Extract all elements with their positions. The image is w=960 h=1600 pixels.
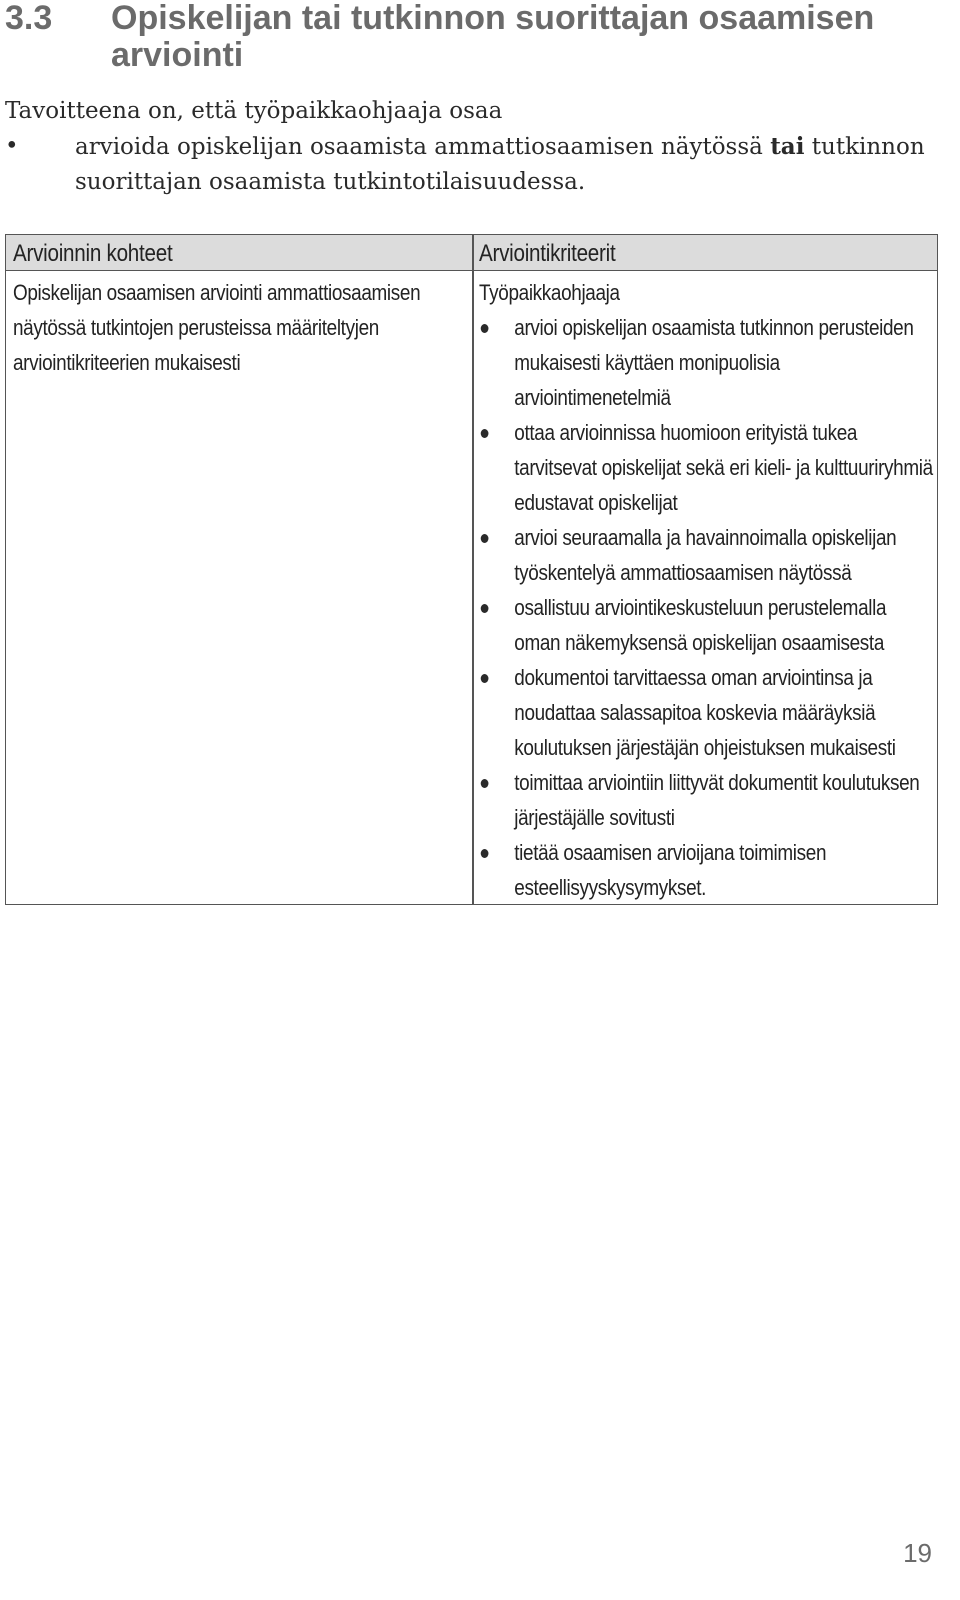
list-item [479, 660, 935, 765]
list-item [479, 310, 935, 415]
criteria-text: toimittaa arviointiin liittyvät dokumentit koulutuksen järjestäjälle sovitusti [514, 770, 920, 830]
criteria-text: dokumentoi tarvittaessa oman arviointinsa ja noudattaa salassapitoa koskevia määräyksiä koulutuksen järjestäjän ohjeistuksen mukaisesti [514, 665, 896, 760]
intro-bullet-bold: tai [770, 133, 805, 160]
bullet-icon: • [5, 133, 19, 159]
assessment-target-cell: Opiskelijan osaamisen arviointi ammattiosaamisen näytössä tutkintojen perusteissa määriteltyjen arviointikriteerien mukaisesti [13, 280, 421, 375]
criteria-text: tietää osaamisen arvioijana toimimisen esteellisyyskysymykset. [514, 840, 827, 900]
list-item [479, 415, 935, 520]
intro-bullet-text-start: arvioida opiskelijan osaamista ammattiosaamisen näytössä [75, 134, 771, 160]
intro-bullet [5, 129, 945, 200]
header-assessment-criteria: Arviointikriteerit [479, 240, 616, 267]
section-number: 3.3 [5, 0, 53, 37]
bullet-icon [481, 534, 489, 543]
criteria-text: osallistuu arviointikeskusteluun perustelemalla oman näkemyksensä opiskelijan osaamisesta [514, 595, 887, 655]
list-item [479, 835, 935, 905]
list-item [479, 590, 935, 660]
header-assessment-targets: Arvioinnin kohteet [13, 240, 173, 267]
bullet-icon [481, 324, 489, 333]
intro-lead: Tavoitteena on, että työpaikkaohjaaja osaa [5, 98, 503, 124]
bullet-icon [481, 849, 489, 858]
bullet-icon [481, 604, 489, 613]
criteria-role: Työpaikkaohjaaja [479, 280, 620, 305]
column-divider [472, 235, 474, 904]
bullet-icon [481, 779, 489, 788]
intro-paragraph [5, 94, 945, 200]
bullet-icon [481, 674, 489, 683]
criteria-list [479, 310, 935, 905]
section-title: Opiskelijan tai tutkinnon suorittajan osaamisen arviointi [111, 0, 875, 74]
criteria-table [5, 234, 938, 905]
assessment-criteria-cell [479, 275, 935, 905]
page-number: 19 [903, 1538, 932, 1568]
criteria-text: ottaa arvioinnissa huomioon erityistä tukea tarvitsevat opiskelijat sekä eri kieli- ja kulttuuriryhmiä edustavat opiskelijat [514, 420, 933, 515]
criteria-text: arvioi seuraamalla ja havainnoimalla opiskelijan työskentelyä ammattiosaamisen näytössä [514, 525, 897, 585]
list-item [479, 520, 935, 590]
bullet-icon [481, 429, 489, 438]
criteria-text: arvioi opiskelijan osaamista tutkinnon perusteiden mukaisesti käyttäen monipuolisia arviointimenetelmiä [514, 315, 914, 410]
intro-bullet-text-end: tutkinnon suorittajan osaamista tutkintotilaisuudessa. [75, 134, 925, 195]
list-item [479, 765, 935, 835]
